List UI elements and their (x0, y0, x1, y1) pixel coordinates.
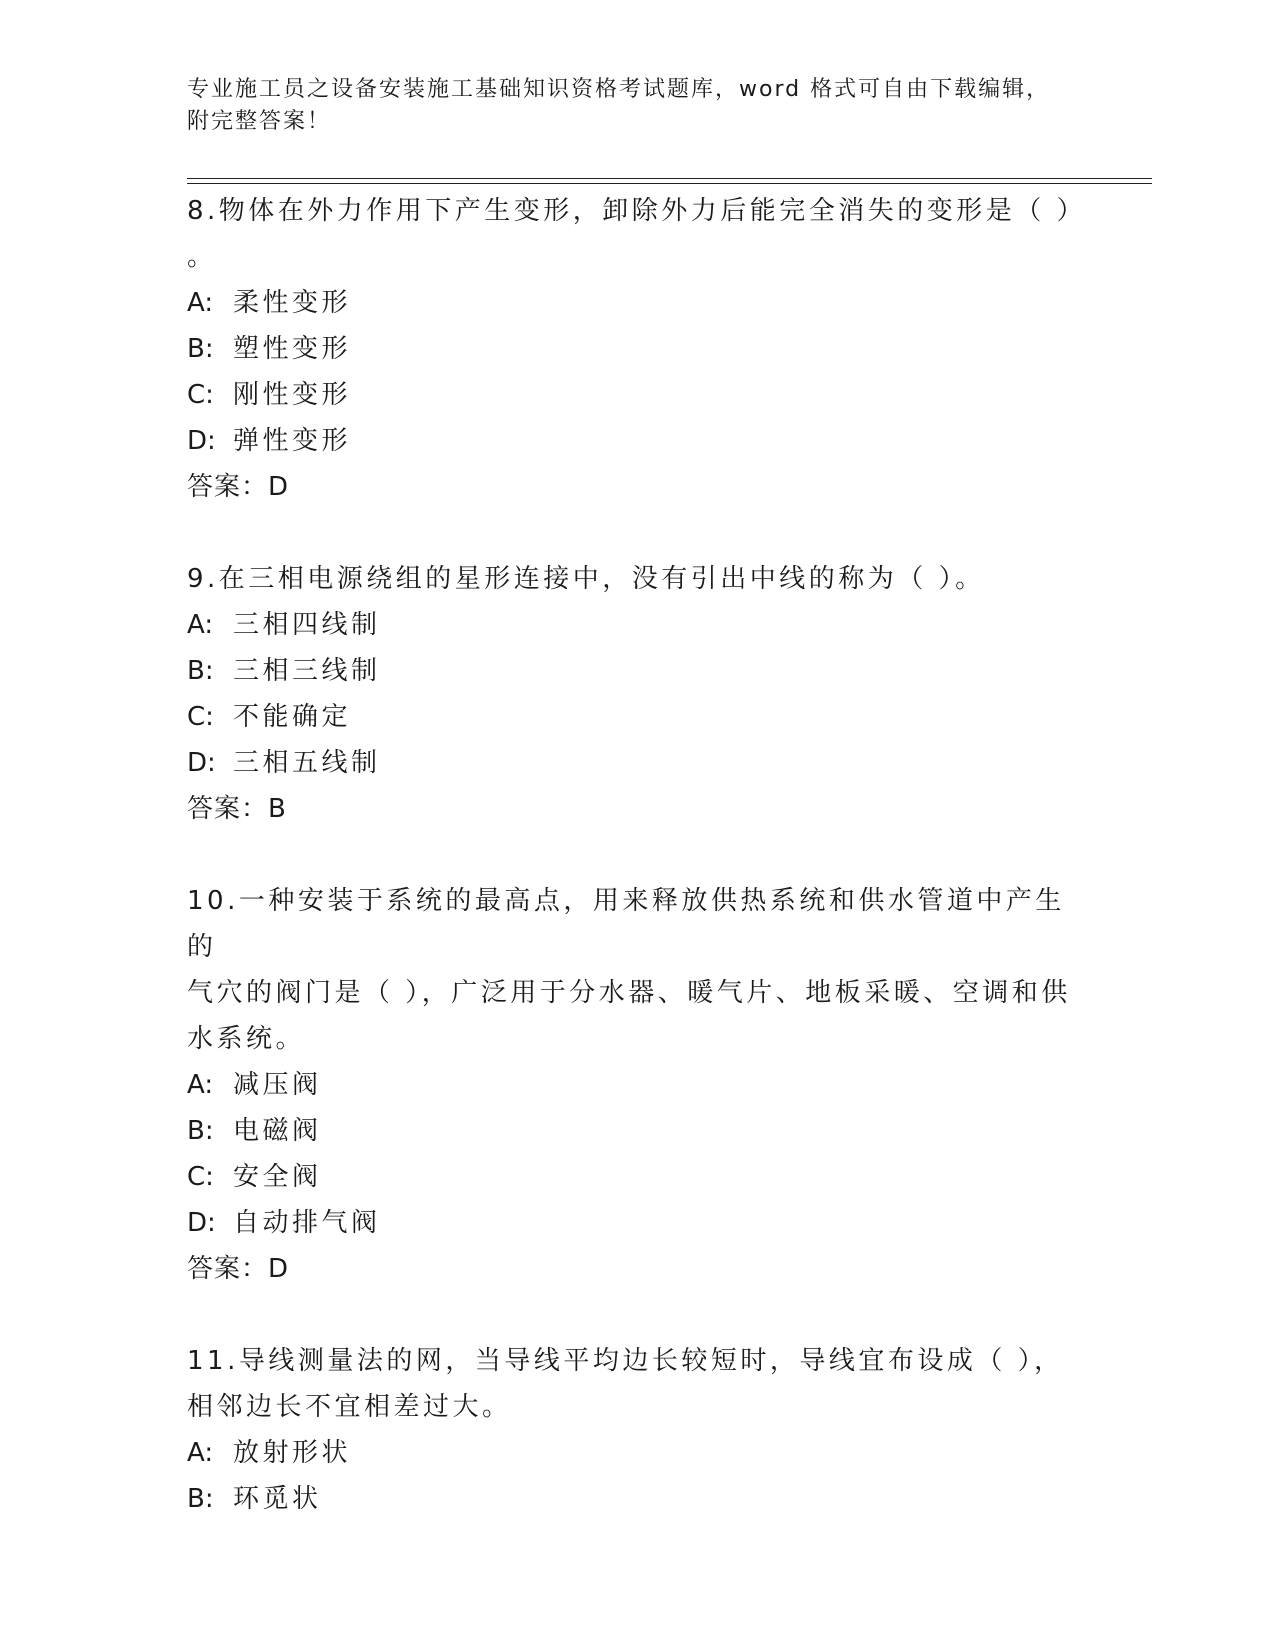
option-letter: C: (187, 702, 214, 732)
answer-value: D (268, 1254, 290, 1284)
answer (187, 464, 1087, 510)
question-line: 相邻边长不宜相差过大。 (187, 1392, 512, 1422)
question-line: 水系统。 (187, 1024, 306, 1054)
option-text: 安全阀 (233, 1162, 322, 1192)
answer-label: 答案： (187, 1254, 269, 1284)
option-a (187, 1062, 1087, 1108)
question-line: 10.一种安装于系统的最高点，用来释放供热系统和供水管道中产生的 (187, 886, 1065, 962)
option-text: 不能确定 (233, 702, 352, 732)
option-letter: A: (187, 1438, 214, 1468)
question-text (187, 1338, 1087, 1430)
option-b (187, 1108, 1087, 1154)
option-d (187, 418, 1087, 464)
option-text: 三相五线制 (233, 748, 381, 778)
option-letter: A: (187, 288, 214, 318)
option-text: 塑性变形 (233, 334, 352, 364)
option-text: 电磁阀 (233, 1116, 322, 1146)
option-text: 柔性变形 (233, 288, 352, 318)
answer (187, 1246, 1087, 1292)
option-d (187, 740, 1087, 786)
option-text: 三相三线制 (233, 656, 381, 686)
question-9 (187, 556, 1087, 832)
option-c (187, 1154, 1087, 1200)
question-8 (187, 188, 1087, 510)
question-list (187, 188, 1087, 1522)
answer-label: 答案： (187, 794, 269, 824)
option-letter: D: (187, 426, 216, 456)
spacer (187, 832, 1087, 878)
option-letter: D: (187, 1208, 216, 1238)
option-letter: D: (187, 748, 216, 778)
header-divider-bottom (187, 183, 1152, 184)
answer-label: 答案： (187, 472, 269, 502)
header-line-1: 专业施工员之设备安装施工基础知识资格考试题库，word 格式可自由下载编辑， (187, 77, 1051, 102)
option-a (187, 1430, 1087, 1476)
option-letter: C: (187, 1162, 214, 1192)
option-b (187, 1476, 1087, 1522)
option-text: 环觅状 (233, 1484, 322, 1514)
option-a (187, 602, 1087, 648)
option-letter: A: (187, 610, 214, 640)
option-letter: C: (187, 380, 214, 410)
option-c (187, 372, 1087, 418)
document-header (187, 74, 1087, 138)
header-line-2: 附完整答案！ (187, 109, 332, 134)
option-letter: A: (187, 1070, 214, 1100)
option-text: 自动排气阀 (233, 1208, 381, 1238)
option-text: 三相四线制 (233, 610, 381, 640)
option-letter: B: (187, 1484, 214, 1514)
spacer (187, 510, 1087, 556)
question-text (187, 878, 1087, 1062)
question-text (187, 188, 1087, 280)
question-11 (187, 1338, 1087, 1522)
question-10 (187, 878, 1087, 1292)
question-line: 11.导线测量法的网，当导线平均边长较短时，导线宜布设成（ ）， (187, 1346, 1064, 1376)
option-letter: B: (187, 656, 214, 686)
answer (187, 786, 1087, 832)
option-text: 弹性变形 (233, 426, 352, 456)
option-a (187, 280, 1087, 326)
question-line: 气穴的阀门是（ ），广泛用于分水器、暖气片、地板采暖、空调和供 (187, 978, 1071, 1008)
option-text: 放射形状 (233, 1438, 352, 1468)
option-b (187, 326, 1087, 372)
header-divider-top (187, 178, 1152, 179)
option-text: 刚性变形 (233, 380, 352, 410)
option-b (187, 648, 1087, 694)
spacer (187, 1292, 1087, 1338)
option-text: 减压阀 (233, 1070, 322, 1100)
question-line: 9.在三相电源绕组的星形连接中，没有引出中线的称为（ ）。 (187, 564, 985, 594)
question-text (187, 556, 1087, 602)
question-line: 8.物体在外力作用下产生变形，卸除外力后能完全消失的变形是（ ） (187, 196, 1087, 226)
answer-value: B (268, 794, 287, 824)
option-c (187, 694, 1087, 740)
answer-value: D (268, 472, 290, 502)
option-letter: B: (187, 334, 214, 364)
option-d (187, 1200, 1087, 1246)
option-letter: B: (187, 1116, 214, 1146)
question-line: 。 (187, 242, 217, 272)
